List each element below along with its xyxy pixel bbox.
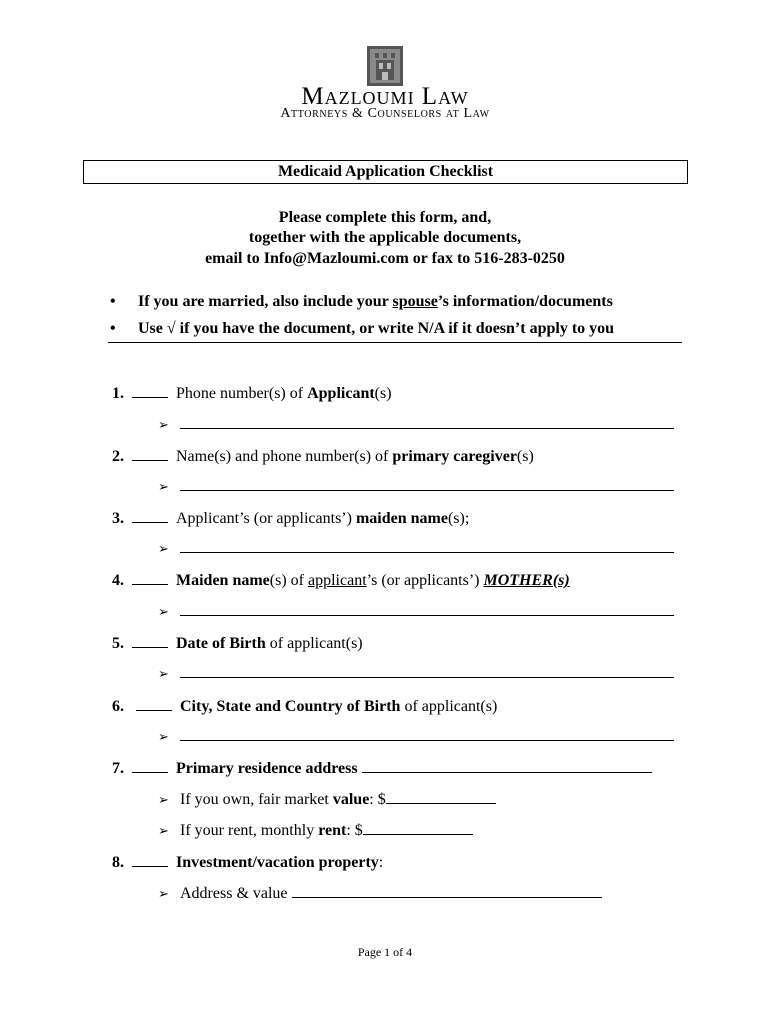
check-blank[interactable] bbox=[132, 385, 168, 398]
arrow-bullet-icon: ➢ bbox=[158, 418, 169, 433]
address-value-field[interactable] bbox=[292, 885, 602, 898]
check-blank[interactable] bbox=[132, 572, 168, 585]
check-blank[interactable] bbox=[132, 635, 168, 648]
answer-line-4 bbox=[158, 603, 674, 621]
arrow-bullet-icon: ➢ bbox=[158, 793, 169, 808]
item-applicant-phone: 1. Phone number(s) of Applicant(s) bbox=[112, 385, 392, 402]
rent-field[interactable] bbox=[363, 822, 473, 835]
item-caregiver: 2. Name(s) and phone number(s) of primary caregiver(s) bbox=[112, 448, 534, 465]
answer-field[interactable] bbox=[180, 416, 674, 429]
arrow-bullet-icon: ➢ bbox=[158, 542, 169, 557]
check-blank[interactable] bbox=[136, 698, 172, 711]
answer-line-6 bbox=[158, 728, 674, 746]
check-blank[interactable] bbox=[132, 448, 168, 461]
arrow-bullet-icon: ➢ bbox=[158, 480, 169, 495]
answer-field[interactable] bbox=[180, 665, 674, 678]
checkmark-icon: √ bbox=[166, 320, 176, 337]
arrow-bullet-icon: ➢ bbox=[158, 667, 169, 682]
bullet-dot-icon: • bbox=[110, 320, 116, 337]
bullet-spouse: • If you are married, also include your spouse’s information/documents bbox=[110, 293, 613, 310]
separator-line bbox=[108, 342, 682, 343]
bullet-check: • Use √ if you have the document, or write N/A if it doesn’t apply to you bbox=[110, 320, 615, 337]
sub-address-value: ➢ Address & value bbox=[158, 885, 602, 903]
check-blank[interactable] bbox=[132, 854, 168, 867]
instruction-line-3: email to Info@Mazloumi.com or fax to 516-283-0250 bbox=[205, 250, 565, 267]
arrow-bullet-icon: ➢ bbox=[158, 605, 169, 620]
answer-line-3 bbox=[158, 540, 674, 558]
answer-line-5 bbox=[158, 665, 674, 683]
page-number: Page 1 of 4 bbox=[357, 945, 413, 959]
answer-field[interactable] bbox=[180, 478, 674, 491]
address-field[interactable] bbox=[362, 760, 652, 773]
item-birthplace: 6. City, State and Country of Birth of applicant(s) bbox=[112, 698, 498, 715]
firm-name: Mazloumi Law bbox=[301, 83, 469, 110]
sub-market-value: ➢ If you own, fair market value: $ bbox=[158, 791, 496, 809]
sub-monthly-rent: ➢ If your rent, monthly rent: $ bbox=[158, 822, 473, 840]
answer-line-1 bbox=[158, 416, 674, 434]
castle-tower-icon bbox=[366, 45, 404, 87]
arrow-bullet-icon: ➢ bbox=[158, 887, 169, 902]
instruction-line-1: Please complete this form, and, bbox=[278, 209, 492, 226]
bullet-dot-icon: • bbox=[110, 293, 116, 310]
item-mother-maiden: 4. Maiden name(s) of applicant’s (or applicants’) MOTHER(s) bbox=[112, 572, 570, 589]
check-blank[interactable] bbox=[132, 510, 168, 523]
answer-field[interactable] bbox=[180, 728, 674, 741]
answer-field[interactable] bbox=[180, 603, 674, 616]
arrow-bullet-icon: ➢ bbox=[158, 730, 169, 745]
item-maiden-name: 3. Applicant’s (or applicants’) maiden name(s); bbox=[112, 510, 470, 527]
answer-field[interactable] bbox=[180, 540, 674, 553]
item-dob: 5. Date of Birth of applicant(s) bbox=[112, 635, 363, 652]
item-residence: 7. Primary residence address bbox=[112, 760, 652, 778]
firm-tagline: Attorneys & Counselors at Law bbox=[280, 106, 490, 121]
item-investment-property: 8. Investment/vacation property: bbox=[112, 854, 384, 871]
instruction-line-2: together with the applicable documents, bbox=[248, 229, 522, 246]
check-blank[interactable] bbox=[132, 760, 168, 773]
arrow-bullet-icon: ➢ bbox=[158, 824, 169, 839]
form-title: Medicaid Application Checklist bbox=[83, 160, 688, 184]
answer-line-2 bbox=[158, 478, 674, 496]
value-field[interactable] bbox=[386, 791, 496, 804]
